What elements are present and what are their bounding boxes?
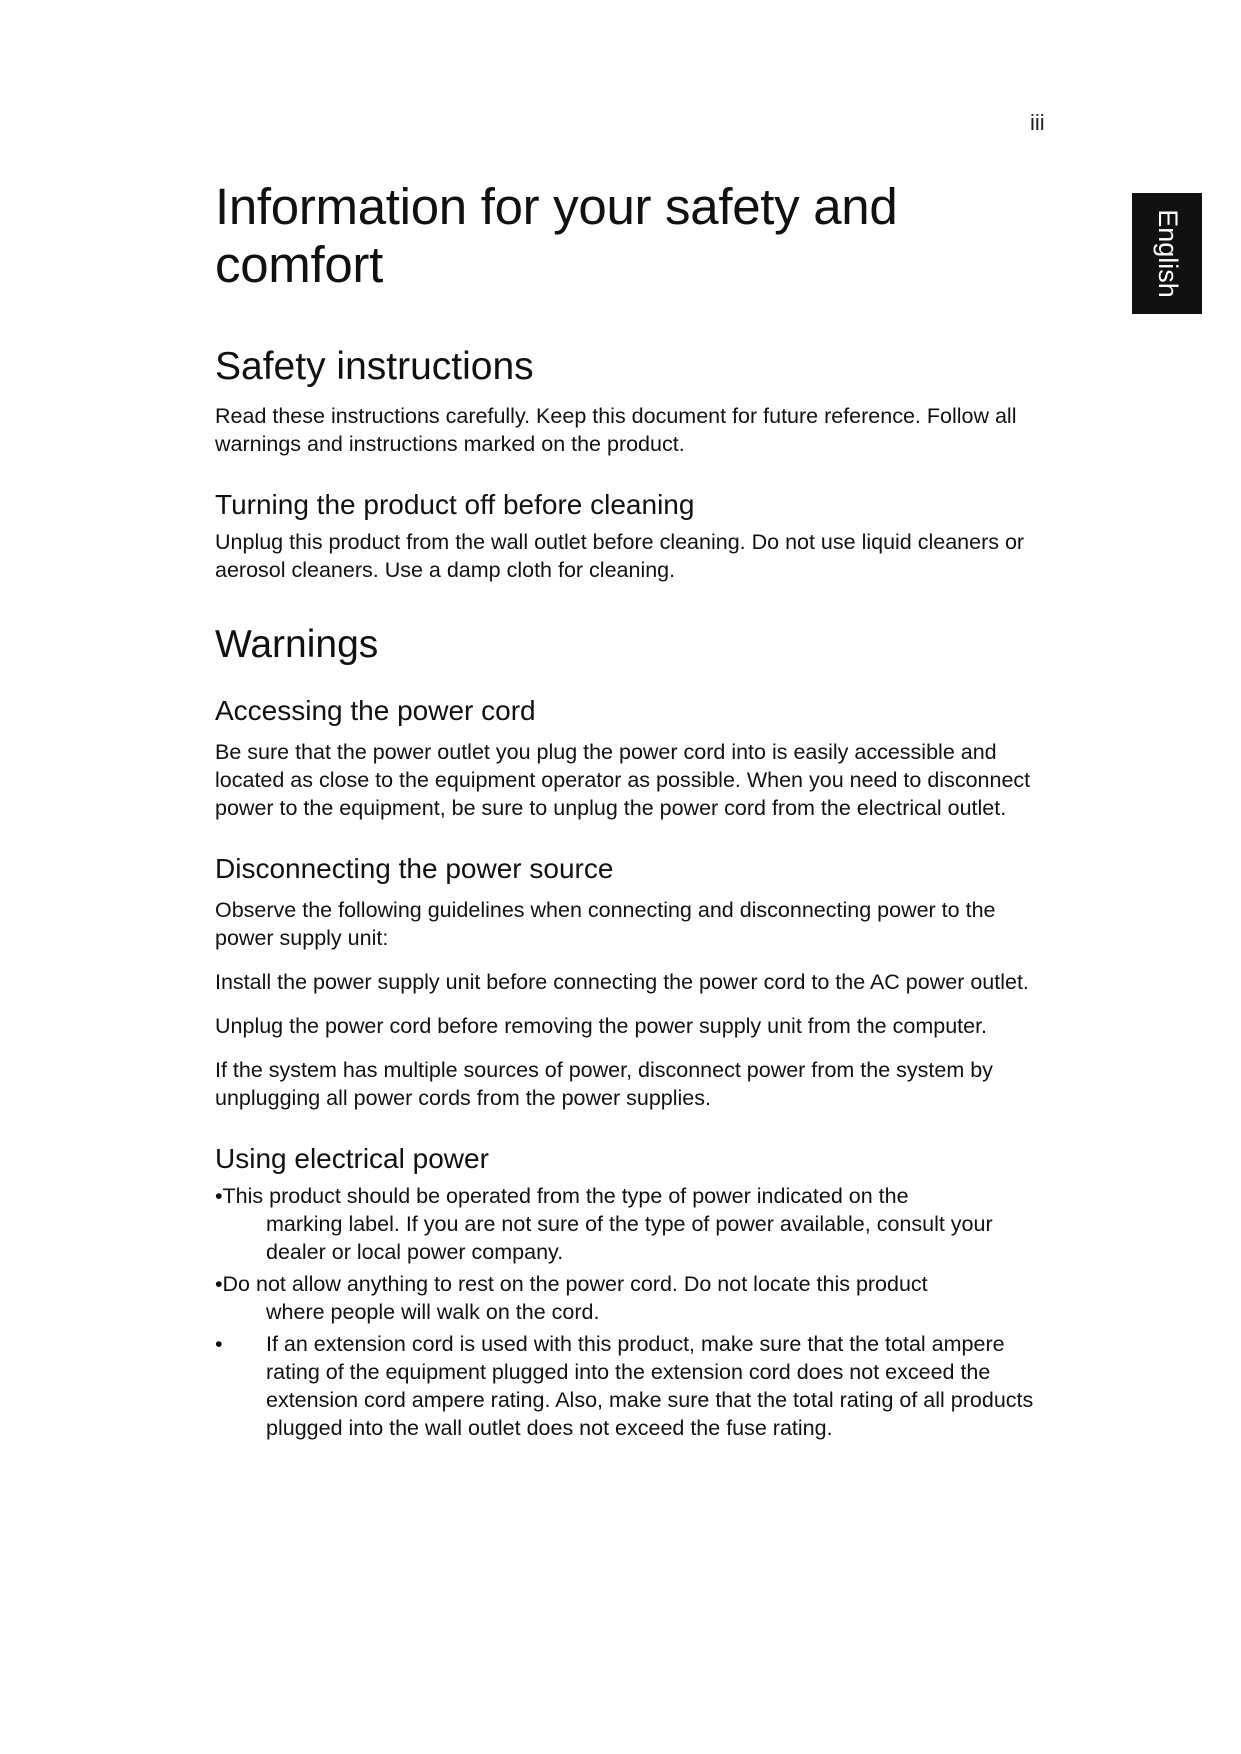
- list-item-first-line: [215, 1270, 1055, 1298]
- list-item-first-line: [215, 1182, 1055, 1210]
- language-tab: [1132, 193, 1202, 314]
- section-heading-warnings: Warnings: [215, 623, 379, 666]
- bullet-mark: •: [215, 1184, 223, 1208]
- disconnecting-paragraph: Observe the following guidelines when connecting and disconnecting power to the power supply unit:: [215, 898, 996, 950]
- list-item: [215, 1270, 1055, 1326]
- page-number: iii: [1030, 110, 1045, 135]
- disconnecting-paragraph: Unplug the power cord before removing the power supply unit from the computer.: [215, 1014, 988, 1038]
- section-heading-safety: Safety instructions: [215, 345, 534, 388]
- cleaning-text: Unplug this product from the wall outlet before cleaning. Do not use liquid cleaners or aerosol cleaners. Use a damp cloth for cleaning.: [215, 530, 1025, 582]
- list-item-continuation: where people will walk on the cord.: [266, 1300, 600, 1324]
- language-tab-label: English: [1152, 209, 1183, 298]
- document-content: [215, 178, 1055, 1446]
- bullet-mark: •: [215, 1332, 223, 1356]
- list-item-text: Do not allow anything to rest on the power cord. Do not locate this product: [222, 1272, 928, 1296]
- bullet-mark: •: [215, 1272, 223, 1296]
- disconnecting-paragraph: If the system has multiple sources of power, disconnect power from the system by unplugging all power cords from the power supplies.: [215, 1058, 993, 1110]
- electrical-bullet-list: [215, 1182, 1055, 1442]
- subsection-heading-cleaning: Turning the product off before cleaning: [215, 489, 695, 520]
- subsection-heading-electrical: Using electrical power: [215, 1143, 489, 1174]
- subsection-heading-power-cord: Accessing the power cord: [215, 695, 536, 726]
- list-item-text: This product should be operated from the type of power indicated on the: [222, 1184, 909, 1208]
- list-item: [215, 1182, 1055, 1266]
- safety-intro: Read these instructions carefully. Keep this document for future reference. Follow all warnings and instructions marked on the product.: [215, 404, 1017, 456]
- subsection-heading-disconnecting: Disconnecting the power source: [215, 853, 614, 884]
- disconnecting-paragraph: Install the power supply unit before connecting the power cord to the AC power outlet.: [215, 970, 1029, 994]
- list-item-text: If an extension cord is used with this product, make sure that the total ampere rating of the equipment plugged into the extension cord does not exceed the extension cord ampere rating. Also, make sure that the total rating of all products plugged into the wall outlet does not exceed the fuse rating.: [266, 1332, 1034, 1440]
- power-cord-text: Be sure that the power outlet you plug the power cord into is easily accessible and located as close to the equipment operator as possible. When you need to disconnect power to the equipment, be sure to unplug the power cord from the electrical outlet.: [215, 740, 1031, 820]
- list-item-continuation: marking label. If you are not sure of the type of power available, consult your dealer or local power company.: [266, 1212, 993, 1264]
- page-title: Information for your safety and comfort: [215, 178, 898, 293]
- list-item: [215, 1330, 1055, 1442]
